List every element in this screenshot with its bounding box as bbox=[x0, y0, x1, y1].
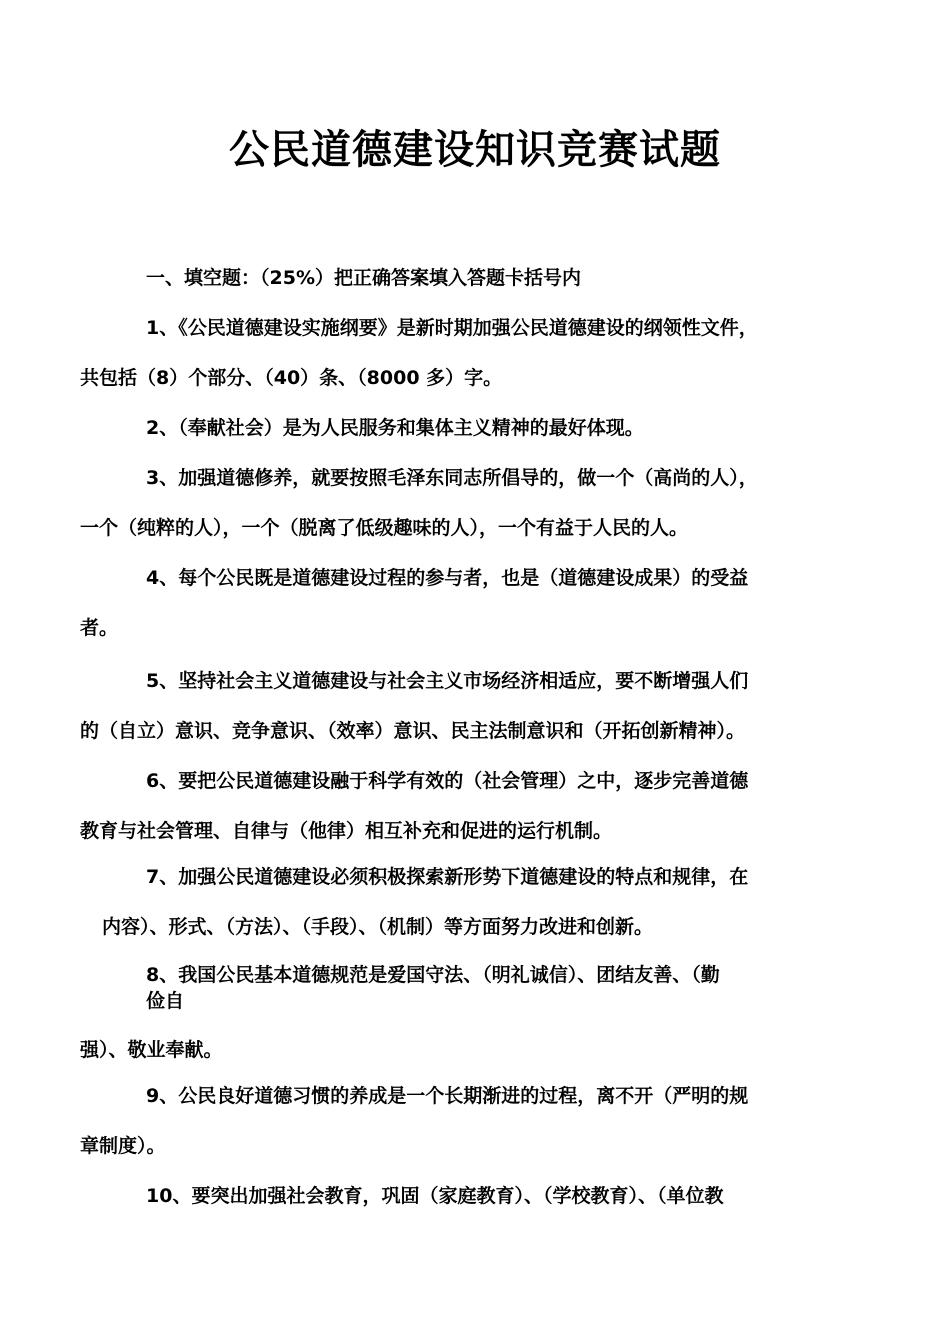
question-8-line-3: 强）、敬业奉献。 bbox=[80, 1039, 223, 1061]
question-7-line-2: 内容）、形式、（方法）、（手段）、（机制）等方面努力改进和创新。 bbox=[102, 916, 654, 938]
page-title: 公民道德建设知识竞赛试题 bbox=[229, 127, 721, 173]
question-2-line-1: 2、（奉献社会）是为人民服务和集体主义精神的最好体现。 bbox=[146, 417, 644, 439]
question-4-line-1: 4、每个公民既是道德建设过程的参与者，也是（道德建设成果）的受益 bbox=[146, 567, 749, 589]
question-9-line-2: 章制度）。 bbox=[80, 1135, 166, 1157]
section-heading: 一、填空题：（25%）把正确答案填入答题卡括号内 bbox=[146, 267, 581, 289]
question-3-line-2: 一个（纯粹的人），一个（脱离了低级趣味的人），一个有益于人民的人。 bbox=[80, 517, 689, 539]
question-6-line-1: 6、要把公民道德建设融于科学有效的（社会管理）之中，逐步完善道德 bbox=[146, 770, 749, 792]
question-4-line-2: 者。 bbox=[80, 617, 119, 639]
question-5-line-2: 的（自立）意识、竞争意识、（效率）意识、民主法制意识和（开拓创新精神）。 bbox=[80, 720, 746, 742]
question-9-line-1: 9、公民良好道德习惯的养成是一个长期渐进的过程，离不开（严明的规 bbox=[146, 1085, 749, 1107]
question-6-line-2: 教育与社会管理、自律与（他律）相互补充和促进的运行机制。 bbox=[80, 820, 613, 842]
question-3-line-1: 3、加强道德修养，就要按照毛泽东同志所倡导的，做一个（高尚的人）， bbox=[146, 467, 758, 489]
question-1-line-2: 共包括（8）个部分、（40）条、（8000 多）字。 bbox=[80, 367, 503, 389]
question-7-line-1: 7、加强公民道德建设必须积极探索新形势下道德建设的特点和规律，在 bbox=[146, 866, 749, 888]
question-8-line-2: 俭自 bbox=[146, 990, 185, 1012]
question-10-line-1: 10、要突出加强社会教育，巩固（家庭教育）、（学校教育）、（单位教 bbox=[146, 1185, 724, 1207]
question-1-line-1: 1、《公民道德建设实施纲要》是新时期加强公民道德建设的纲领性文件， bbox=[146, 317, 758, 339]
question-8-line-1: 8、我国公民基本道德规范是爱国守法、（明礼诚信）、团结友善、（勤 bbox=[146, 964, 720, 986]
question-5-line-1: 5、坚持社会主义道德建设与社会主义市场经济相适应，要不断增强人们 bbox=[146, 670, 749, 692]
